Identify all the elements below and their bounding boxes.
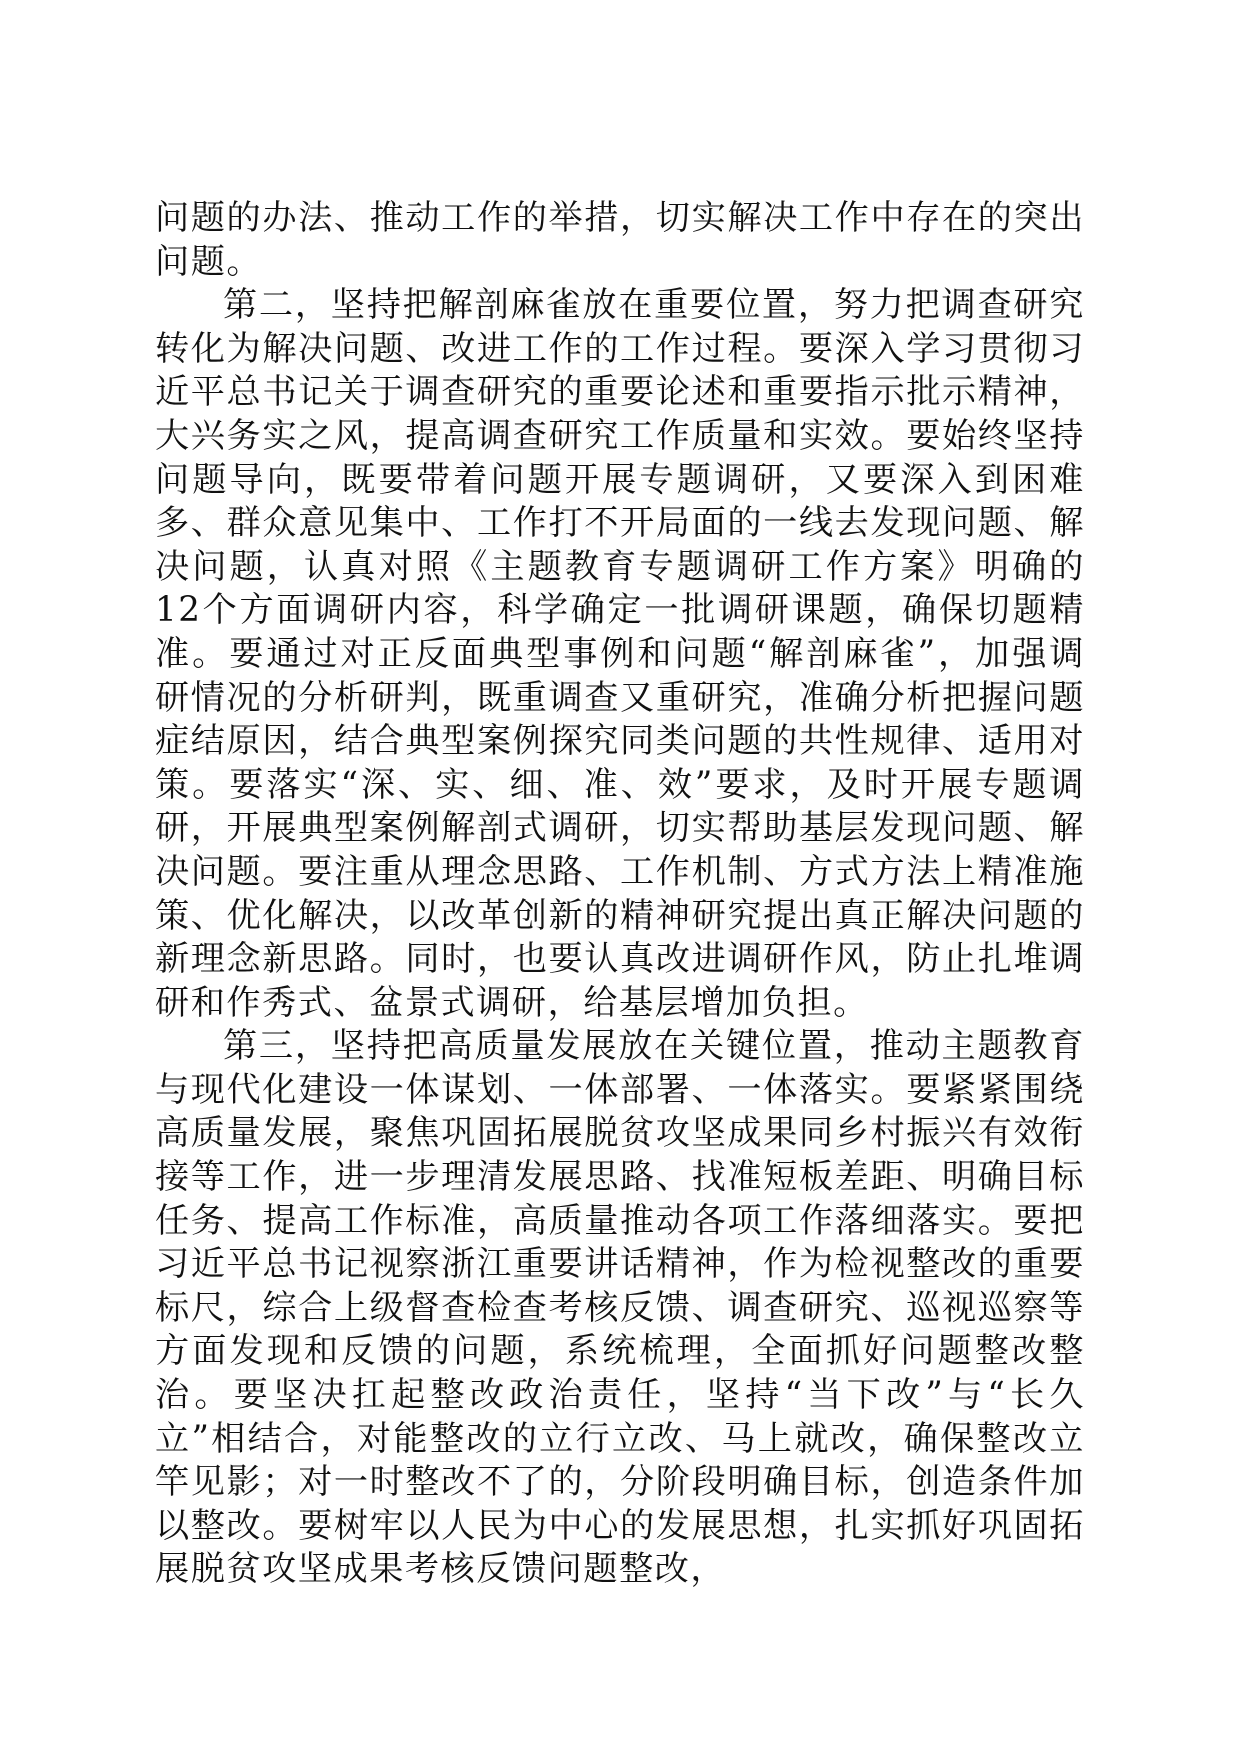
paragraph-second-point: 第二，坚持把解剖麻雀放在重要位置，努力把调查研究转化为解决问题、改进工作的工作过程。要深入学习贯彻习近平总书记关于调查研究的重要论述和重要指示批示精神，大兴务实之风，提高调查研究工作质量和实效。要始终坚持问题导向，既要带着问题开展专题调研，又要深入到困难多、群众意见集中、工作打不开局面的一线去发现问题、解决问题，认真对照《主题教育专题调研工作方案》明确的12个方面调研内容，科学确定一批调研课题，确保切题精准。要通过对正反面典型事例和问题“解剖麻雀”，加强调研情况的分析研判，既重调查又重研究，准确分析把握问题症结原因，结合典型案例探究同类问题的共性规律、适用对策。要落实“深、实、细、准、效”要求，及时开展专题调研，开展典型案例解剖式调研，切实帮助基层发现问题、解决问题。要注重从理念思路、工作机制、方式方法上精准施策、优化解决，以改革创新的精神研究提出真正解决问题的新理念新思路。同时，也要认真改进调研作风，防止扎堆调研和作秀式、盆景式调研，给基层增加负担。 [155,285,1085,1023]
paragraph-third-point: 第三，坚持把高质量发展放在关键位置，推动主题教育与现代化建设一体谋划、一体部署、一体落实。要紧紧围绕高质量发展，聚焦巩固拓展脱贫攻坚成果同乡村振兴有效衔接等工作，进一步理清发展思路、找准短板差距、明确目标任务、提高工作标准，高质量推动各项工作落细落实。要把习近平总书记视察浙江重要讲话精神，作为检视整改的重要标尺，综合上级督查检查考核反馈、调查研究、巡视巡察等方面发现和反馈的问题，系统梳理，全面抓好问题整改整治。要坚决扛起整改政治责任，坚持“当下改”与“长久立”相结合，对能整改的立行立改、马上就改，确保整改立竿见影；对一时整改不了的，分阶段明确目标，创造条件加以整改。要树牢以人民为中心的发展思想，扎实抓好巩固拓展脱贫攻坚成果考核反馈问题整改， [155,1026,1085,1590]
paragraph-continuation: 问题的办法、推动工作的举措，切实解决工作中存在的突出问题。 [155,198,1085,282]
body-text [155,197,1085,1592]
